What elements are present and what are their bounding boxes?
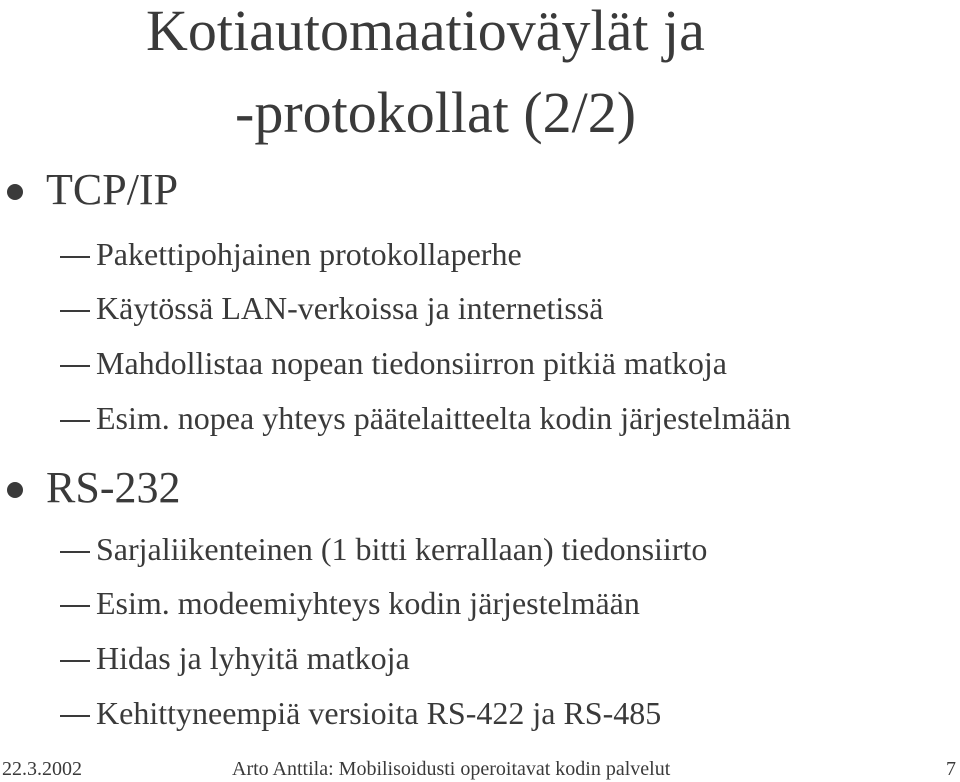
slide-title-line-2: -protokollat (2/2) bbox=[235, 80, 637, 145]
dash-icon bbox=[60, 420, 90, 422]
dash-icon bbox=[60, 365, 90, 367]
dash-icon bbox=[60, 256, 90, 258]
sub-item-text: Esim. modeemiyhteys kodin järjestelmään bbox=[96, 585, 640, 621]
bullet-dot-icon bbox=[7, 482, 23, 498]
footer-author: Arto Anttila: Mobilisoidusti operoitavat kodin palvelut bbox=[232, 758, 671, 780]
dash-icon bbox=[60, 605, 90, 607]
dash-icon bbox=[60, 551, 90, 553]
dash-icon bbox=[60, 310, 90, 312]
sub-item-text: Käytössä LAN-verkoissa ja internetissä bbox=[96, 290, 604, 326]
sub-item-text: Pakettipohjainen protokollaperhe bbox=[96, 236, 522, 272]
dash-icon bbox=[60, 660, 90, 662]
sub-item-text: Sarjaliikenteinen (1 bitti kerrallaan) tiedonsiirto bbox=[96, 531, 708, 567]
slide-title-line-1: Kotiautomaatioväylät ja bbox=[146, 0, 705, 63]
bullet-dot-icon bbox=[7, 184, 23, 200]
sub-item-text: Mahdollistaa nopean tiedonsiirron pitkiä matkoja bbox=[96, 345, 727, 381]
sub-item-text: Hidas ja lyhyitä matkoja bbox=[96, 640, 410, 676]
sub-item-text: Esim. nopea yhteys päätelaitteelta kodin järjestelmään bbox=[96, 400, 791, 436]
sub-item-text: Kehittyneempiä versioita RS-422 ja RS-485 bbox=[96, 695, 662, 731]
dash-icon bbox=[60, 715, 90, 717]
bullet-label: RS-232 bbox=[46, 463, 181, 512]
footer-date: 22.3.2002 bbox=[2, 758, 82, 780]
footer-page-number: 7 bbox=[946, 758, 956, 780]
bullet-label: TCP/IP bbox=[46, 165, 179, 214]
